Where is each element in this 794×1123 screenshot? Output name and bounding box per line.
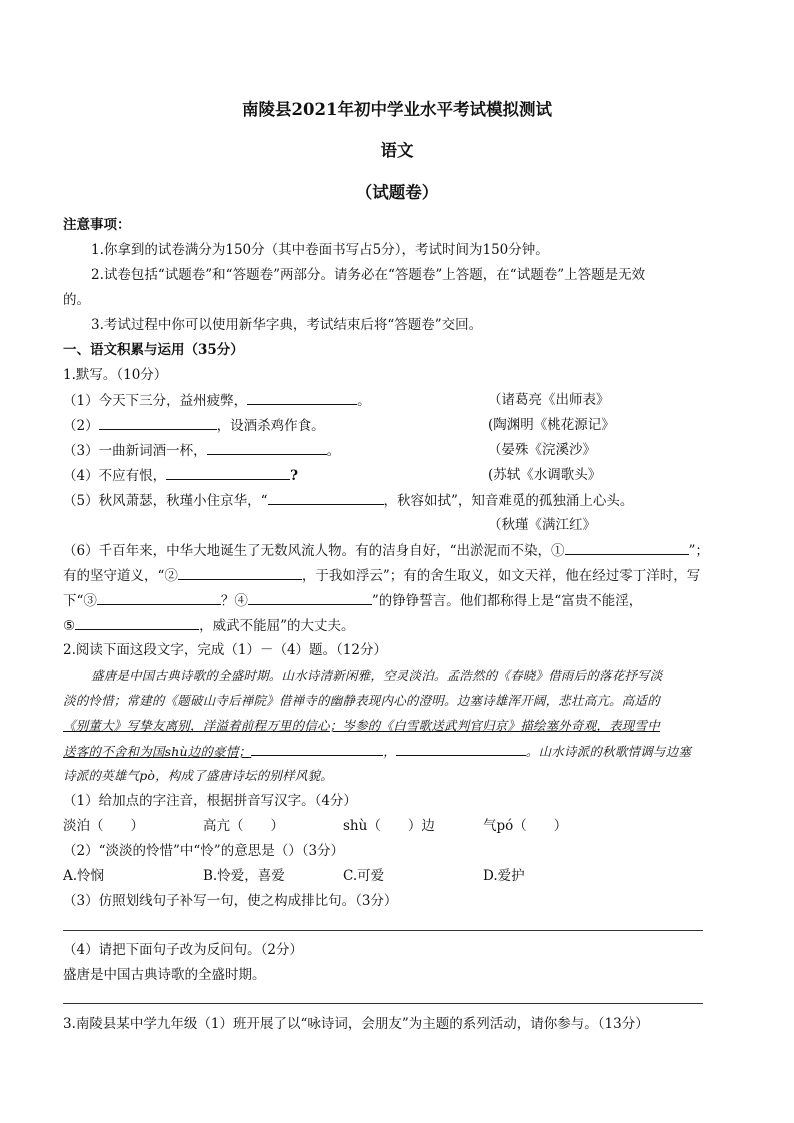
passage-line-4-text: 送客的不舍和为国shù边的豪情； <box>63 744 252 759</box>
q1-line-1-text: （1）今天下三分，益州疲弊， <box>63 393 248 409</box>
q1-line-5-text: （5）秋风萧瑟，秋瑾小住京华，“ <box>63 493 268 509</box>
q2-sub1-a: 淡泊（ ） <box>63 818 144 834</box>
q2-sub1-b: 高亢（ ） <box>203 818 284 834</box>
answer-blank[interactable] <box>207 441 327 455</box>
q1-line-8 <box>63 591 642 610</box>
q2-sub1-d: 气pó（ ） <box>483 818 568 834</box>
answer-blank[interactable] <box>248 591 372 605</box>
option-b: B.怜爱，喜爱 <box>203 868 285 884</box>
answer-line[interactable] <box>63 1003 703 1004</box>
q1-line-3-text: （3）一曲新词酒一杯， <box>63 443 207 459</box>
q1-line-2-num: （2） <box>63 418 99 434</box>
q1-line-4-text: （4）不应有恨， <box>63 468 167 484</box>
q2-sub2: （2）“淡淡的怜惜”中“怜”的意思是（）（3分） <box>63 843 345 859</box>
notice-item-2-cont: 的。 <box>63 292 90 308</box>
option-a: A.怜悯 <box>63 868 105 884</box>
q2-sub3: （3）仿照划线句子补写一句，使之构成排比句。（3分） <box>63 893 398 909</box>
q1-line-6-end: ”； <box>688 543 709 559</box>
q2-sub1: （1）给加点的字注音，根据拼音写汉字。（4分） <box>63 793 357 809</box>
q1-line-6-text: （6）千百年来，中华大地诞生了无数风流人物。有的洁身自好，“出淤泥而不染，① <box>63 543 565 559</box>
subject-title: 语文 <box>380 141 414 160</box>
q2-sub4-sentence: 盛唐是中国古典诗歌的全盛时期。 <box>63 967 266 983</box>
answer-line[interactable] <box>63 930 703 931</box>
answer-blank[interactable] <box>75 616 199 630</box>
q1-source-2: (陶渊明《桃花源记》 <box>488 417 615 433</box>
q1-line-8-text: 下“③ <box>63 593 97 609</box>
q2-stem: 2.阅读下面这段文字，完成（1）－（4）题。（12分） <box>63 642 387 658</box>
q1-line-3-end: 。 <box>326 443 341 459</box>
passage-line-4 <box>63 742 691 761</box>
q1-line-5 <box>63 491 633 510</box>
notice-item-1: 1.你拿到的试卷满分为150分（其中卷面书写占5分），考试时间为150分钟。 <box>91 242 549 258</box>
answer-blank[interactable] <box>178 566 302 580</box>
q1-source-5: （秋瑾《满江红》 <box>488 517 596 533</box>
q1-line-5-end: ，秋容如拭”，知音难觅的孤独涌上心头。 <box>383 493 634 509</box>
option-d: D.爱护 <box>483 868 525 884</box>
passage-line-1: 盛唐是中国古典诗歌的全盛时期。山水诗清新闲雅，空灵淡泊。孟浩然的《春晓》借雨后的落花抒写淡 <box>91 668 663 683</box>
q1-source-1: （诸葛亮《出师表》 <box>488 392 610 408</box>
q1-line-7 <box>63 566 700 585</box>
exam-title: 南陵县2021年初中学业水平考试模拟测试 <box>242 100 552 119</box>
q1-line-4 <box>63 466 298 485</box>
q1-line-1-end: 。 <box>357 393 371 409</box>
answer-blank[interactable] <box>396 742 526 756</box>
q1-line-1 <box>63 391 371 410</box>
q1-line-2-text: ，设酒杀鸡作食。 <box>216 418 325 434</box>
notice-heading: 注意事项： <box>63 217 131 233</box>
passage-line-4-comma: ， <box>383 744 396 759</box>
paper-type: （试题卷） <box>355 183 439 202</box>
q1-source-4: (苏轼《水调歌头》 <box>488 467 602 483</box>
q3-stem: 3.南陵县某中学九年级（1）班开展了以“咏诗词，会朋友”为主题的系列活动，请你参与。（13分） <box>63 1016 649 1032</box>
q1-source-3: （晏殊《浣溪沙》 <box>488 442 596 458</box>
q1-line-3 <box>63 441 340 460</box>
q1-line-7-text: 有的坚守道义，“② <box>63 568 178 584</box>
answer-blank[interactable] <box>268 491 384 505</box>
q1-stem: 1.默写。（10分） <box>63 367 168 383</box>
q1-line-2 <box>63 416 325 435</box>
answer-blank[interactable] <box>166 466 290 480</box>
q1-line-6 <box>63 541 709 560</box>
q1-line-8-end: ”的铮铮誓言。他们都称得上是“富贵不能淫， <box>371 593 643 609</box>
passage-line-4-end: 。山水诗派的秋歌情调与边塞 <box>525 744 692 759</box>
option-c: C.可爱 <box>343 868 385 884</box>
answer-blank[interactable] <box>565 541 689 555</box>
q1-line-9-end: ，威武不能屈”的大丈夫。 <box>199 618 355 634</box>
passage-line-5: 诗派的英雄气pò，构成了盛唐诗坛的别样风貌。 <box>63 768 333 783</box>
q1-line-8-mid: ？④ <box>220 593 248 609</box>
passage-line-3: 《别董大》写挚友离别，洋溢着前程万里的信心；岑参的《白雪歌送武判官归京》描绘塞外奇观，表现雪中 <box>63 718 660 733</box>
section-heading: 一、语文积累与运用（35分） <box>63 342 244 358</box>
answer-blank[interactable] <box>97 591 221 605</box>
q1-line-7-end: ，于我如浮云”；有的舍生取义，如文天祥，他在经过零丁洋时，写 <box>301 568 701 584</box>
q2-sub1-c: shù（ ）边 <box>343 818 435 834</box>
answer-blank[interactable] <box>251 742 383 756</box>
answer-blank[interactable] <box>99 416 217 430</box>
passage-line-2: 淡的怜惜；常建的《题破山寺后禅院》借禅寺的幽静表现内心的澄明。边塞诗雄浑开阔，悲壮高亢。高适的 <box>63 693 660 708</box>
q1-line-9 <box>63 616 355 635</box>
q2-sub4: （4）请把下面句子改为反问句。（2分） <box>63 942 303 958</box>
notice-item-3: 3.考试过程中你可以使用新华字典，考试结束后将“答题卷”交回。 <box>91 317 483 333</box>
q1-line-4-end: ? <box>290 468 299 484</box>
notice-item-2: 2.试卷包括“试题卷”和“答题卷”两部分。请务必在“答题卷”上答题，在“试题卷”上答题是无效 <box>91 267 646 283</box>
answer-blank[interactable] <box>247 391 357 405</box>
q1-line-9-num: ⑤ <box>63 618 76 634</box>
